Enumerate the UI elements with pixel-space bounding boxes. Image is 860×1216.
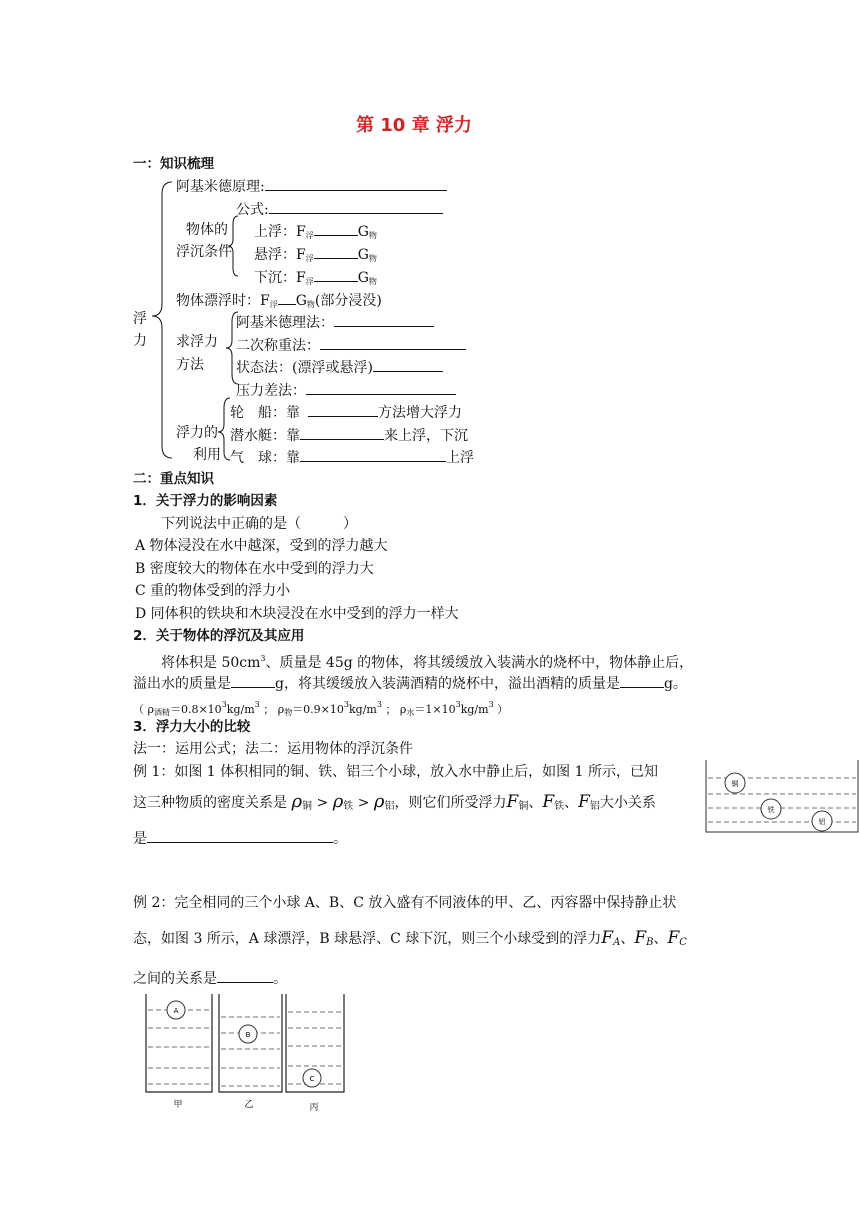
- tree-floating-sub: 浮: [269, 300, 278, 309]
- section-knowledge-heading: 一：知识梳理: [133, 156, 214, 172]
- rho-cu-symbol: ρ: [291, 791, 303, 812]
- tree-hang: [254, 244, 377, 268]
- blank-up[interactable]: [314, 221, 358, 236]
- q2-cond-alc: 酒精: [153, 708, 170, 717]
- q3-ex1-line2: [133, 793, 656, 816]
- rho-cu-sub: 铜: [302, 801, 313, 812]
- blank-m4[interactable]: [306, 380, 456, 395]
- q2-cond-obj: 物: [284, 708, 293, 717]
- rho-fe-symbol: ρ: [332, 791, 344, 812]
- fc-symbol: F: [667, 928, 680, 948]
- tree-down-sub: 浮: [305, 277, 314, 286]
- q2-cond-water-val: ＝1×10: [414, 703, 456, 716]
- tree-up-g: G: [357, 224, 369, 240]
- q2-cond-alc-val: ＝0.8×10: [169, 703, 222, 716]
- q3-heading: 3．浮力大小的比较: [133, 719, 251, 735]
- blank-m2[interactable]: [320, 335, 466, 350]
- blank-down[interactable]: [314, 267, 358, 282]
- q2-conditions: （ $\rho_{酒精}=0.8\times 10^3kg/m^3$ ； $\rho_物=0.9\times 10^3kg/m^3$ ； $\rho_水=1\times 10^3kg/m^3$ ）: [133, 700, 509, 717]
- blank-ex1[interactable]: [147, 828, 333, 843]
- blank-hang[interactable]: [314, 244, 358, 259]
- section-key-heading: 二：重点知识: [133, 471, 214, 487]
- q3-ex2-line3b: 。: [273, 971, 287, 987]
- tree-up-sub-obj: 物: [368, 231, 377, 240]
- q3-methods: 法一：运用公式；法二：运用物体的浮沉条件: [133, 741, 413, 757]
- f-al-symbol: F: [578, 792, 590, 812]
- figure-1: [704, 758, 860, 834]
- q1-option-d: D 同体积的铁块和木块浸没在水中受到的浮力一样大: [135, 606, 459, 622]
- tree-m2: [236, 335, 466, 355]
- tree-ship: [230, 402, 462, 422]
- blank-formula[interactable]: [269, 199, 443, 214]
- q2-line1a: 将体积是 50cm: [161, 655, 261, 671]
- tree-floating: [176, 290, 382, 314]
- tree-m3-label: 状态法：(漂浮或悬浮): [236, 360, 373, 376]
- q2-line2b: g，将其缓缓放入装满酒精的烧杯中，溢出酒精的质量是: [275, 676, 620, 692]
- tree-up: [254, 221, 377, 245]
- tree-down-sub-obj: 物: [368, 277, 377, 286]
- q3-ex2-line3a: 之间的关系是: [133, 971, 217, 987]
- fb-symbol: F: [634, 928, 647, 948]
- tree-down: [254, 267, 377, 291]
- blank-sub[interactable]: [300, 425, 384, 440]
- tree-m1: [236, 312, 434, 332]
- tree-balloon: [230, 447, 474, 467]
- ball-cu-label: 铜: [731, 780, 739, 788]
- fb-sub: B: [646, 937, 654, 948]
- ball-a-label: A: [173, 1007, 179, 1015]
- q3-ex1-line2b: ，则它们所受浮力: [394, 795, 507, 811]
- tree-sub: [230, 425, 468, 445]
- tree-archimedes: [176, 176, 447, 196]
- f-fe-sub: 铁: [554, 801, 565, 812]
- tree-up-label: 上浮：F: [254, 224, 306, 240]
- tree-sub-label: 潜水艇：靠: [230, 428, 300, 444]
- tree-sinkfloat-top: 物体的: [186, 222, 228, 238]
- tree-floating-g: G: [295, 293, 307, 309]
- q3-ex1-line1: 例 1：如图 1 体积相同的铜、铁、铝三个小球，放入水中静止后，如图 1 所示，已知: [133, 764, 658, 780]
- blank-q2-alcohol[interactable]: [620, 673, 664, 688]
- sep-4: 、: [653, 931, 668, 947]
- sep-1: 、: [528, 795, 543, 811]
- q2-cond-open: （ ρ: [133, 703, 154, 716]
- tree-hang-label: 悬浮：F: [254, 247, 306, 263]
- gt-2: >: [357, 795, 370, 811]
- tree-balloon-tail: 上浮: [446, 450, 474, 466]
- tree-use-top: 浮力的: [176, 425, 218, 441]
- q3-ex1-line3-end: 。: [333, 831, 347, 847]
- tree-m3: [236, 357, 443, 377]
- f-al-sub: 铝: [589, 801, 600, 812]
- blank-archimedes[interactable]: [265, 176, 447, 191]
- ball-c-label: C: [309, 1075, 315, 1083]
- q1-option-b: B 密度较大的物体在水中受到的浮力大: [135, 561, 374, 577]
- q1-option-c: C 重的物体受到的浮力小: [135, 583, 291, 599]
- tree-up-sub: 浮: [305, 231, 314, 240]
- tree-formula: [236, 199, 443, 219]
- tree-hang-sub-obj: 物: [368, 254, 377, 263]
- q2-line2c: g。: [663, 676, 687, 692]
- tree-floating-tail: (部分浸没): [314, 293, 382, 309]
- q3-ex2-line2a: 态，如图 3 所示，A 球漂浮，B 球悬浮、C 球下沉，则三个小球受到的浮力: [133, 931, 602, 947]
- sep-2: 、: [564, 795, 579, 811]
- q3-ex1-line2a: 这三种物质的密度关系是: [133, 795, 287, 811]
- tree-method-bottom: 方法: [176, 357, 204, 373]
- tree-m4-label: 压力差法：: [236, 383, 306, 399]
- ball-b-label: B: [245, 1031, 251, 1039]
- tree-hang-g: G: [357, 247, 369, 263]
- blank-q2-water[interactable]: [231, 673, 275, 688]
- q2-cond-close: ）: [497, 703, 509, 716]
- fa-sub: A: [613, 937, 621, 948]
- tree-floating-sub-obj: 物: [306, 300, 315, 309]
- ball-fe-label: 铁: [767, 806, 775, 814]
- tree-sinkfloat-bottom: 浮沉条件: [176, 244, 232, 260]
- tree-m4: [236, 380, 456, 400]
- page-title: 第 10 章 浮力: [356, 115, 472, 136]
- q2-line1: 将体积是 $50cm^3$、质量是 45g 的物体，将其缓缓放入装满水的烧杯中，物体静止后，: [161, 654, 694, 671]
- rho-fe-sub: 铁: [343, 801, 354, 812]
- tree-balloon-label: 气 球：靠: [230, 450, 300, 466]
- q2-cond-water-pre: ； ρ: [385, 703, 407, 716]
- tree-m1-label: 阿基米德理法：: [236, 315, 334, 331]
- tree-down-g: G: [357, 270, 369, 286]
- q1-heading: 1．关于浮力的影响因素: [133, 493, 278, 509]
- blank-ex2[interactable]: [217, 968, 273, 983]
- q2-line1b: 、质量是 45g 的物体，将其缓缓放入装满水的烧杯中，物体静止后，: [265, 655, 694, 671]
- fc-sub: C: [679, 937, 687, 948]
- q2-line2: [133, 673, 687, 693]
- q2-cond-obj-pre: ； ρ: [263, 703, 285, 716]
- tree-root-top: 浮: [133, 311, 147, 327]
- tree-down-label: 下沉：F: [254, 270, 306, 286]
- q2-cond-unit-3: kg/m: [460, 703, 489, 716]
- tree-root-bottom: 力: [133, 333, 147, 349]
- q3-ex2-line1: 例 2：完全相同的三个小球 A、B、C 放入盛有不同液体的甲、乙、丙容器中保持静止状: [133, 895, 677, 911]
- q2-cond-obj-val: ＝0.9×10: [292, 703, 344, 716]
- tree-method-top: 求浮力: [176, 334, 218, 350]
- gt-1: >: [316, 795, 329, 811]
- q2-cond-water: 水: [406, 708, 415, 717]
- tree-use-bottom: 利用: [193, 447, 221, 463]
- figure-3: [140, 992, 350, 1122]
- q2-line2a: 溢出水的质量是: [133, 676, 231, 692]
- q2-cond-unit-2: kg/m: [349, 703, 377, 716]
- tree-sub-tail: 来上浮，下沉: [384, 428, 468, 444]
- container-label-3: 丙: [309, 1103, 319, 1113]
- q1-stem: 下列说法中正确的是（ ）: [161, 516, 357, 532]
- f-cu-sub: 铜: [518, 801, 529, 812]
- q2-heading: 2．关于物体的浮沉及其应用: [133, 628, 305, 644]
- rho-al-symbol: ρ: [373, 791, 385, 812]
- blank-m1[interactable]: [334, 312, 434, 327]
- blank-ship[interactable]: [308, 402, 378, 417]
- ball-al-label: 铝: [818, 818, 826, 826]
- q3-ex2-line3: [133, 968, 287, 988]
- tree-ship-label: 轮 船：靠: [230, 405, 300, 421]
- q3-ex1-line3: [133, 828, 347, 848]
- q2-cond-unit-1: kg/m: [226, 703, 255, 716]
- container-label-2: 乙: [244, 1100, 254, 1110]
- f-cu-symbol: F: [506, 792, 519, 812]
- q3-ex2-line2: [133, 929, 687, 952]
- tree-hang-sub: 浮: [305, 254, 314, 263]
- tree-formula-label: 公式:: [236, 202, 269, 218]
- blank-m3[interactable]: [373, 357, 443, 372]
- container-label-1: 甲: [173, 1100, 183, 1110]
- rho-al-sub: 铝: [384, 801, 395, 812]
- q3-ex1-line3-label: 是: [133, 831, 147, 847]
- sep-3: 、: [620, 931, 635, 947]
- tree-floating-label: 物体漂浮时：F: [176, 293, 270, 309]
- tree-ship-tail: 方法增大浮力: [378, 405, 462, 421]
- f-fe-symbol: F: [542, 792, 555, 812]
- q1-option-a: A 物体浸没在水中越深，受到的浮力越大: [135, 538, 388, 554]
- tree-m2-label: 二次称重法：: [236, 338, 320, 354]
- blank-floating[interactable]: [278, 290, 296, 305]
- tree-archimedes-label: 阿基米德原理:: [176, 179, 265, 195]
- blank-balloon[interactable]: [300, 447, 446, 462]
- q3-ex1-line2c: 大小关系: [599, 795, 656, 811]
- fa-symbol: F: [601, 928, 614, 948]
